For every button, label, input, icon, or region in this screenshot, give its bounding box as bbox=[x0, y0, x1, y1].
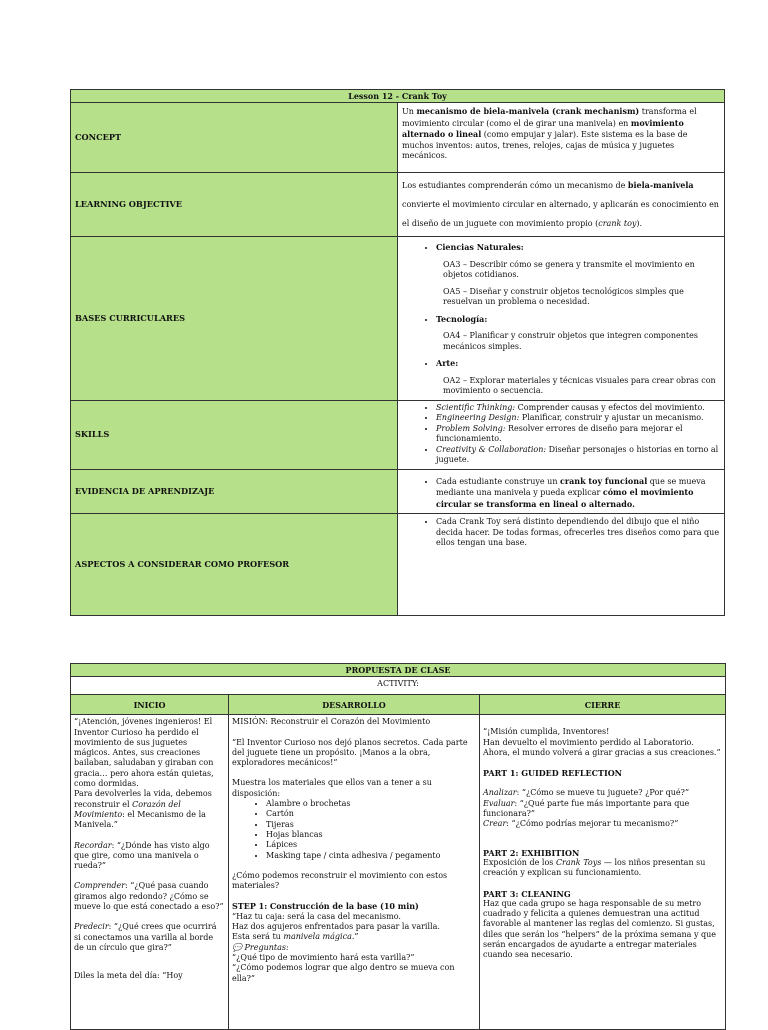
bases-item: OA2 – Explorar materiales y técnicas visuales para crear obras con movimiento o secuencia. bbox=[443, 375, 716, 395]
desarrollo-header: DESARROLLO bbox=[229, 695, 480, 715]
desarrollo-content: MISIÓN: Reconstruir el Corazón del Movimiento “El Inventor Curioso nos dejó planos secretos. Cada parte del juguete tiene un propósito. ¡Manos a la obra, exploradores mecánicos!” Muestra los materiales que ellos van a tener a su disposición: • Alambre o brochetas • Cartón • Tijeras • Hojas blancas • Lápices • Masking tape / cinta adhesiva / pegamento ¿Cómo podemos reconstruir el movimiento con estos materiales? STEP 1: Construcción de la base (10 min) “Haz tu caja: será la casa del mecanismo. Haz dos agujeros enfrentados para pasar la varilla. Esta será tu manivela mágica.” 💬 Preguntas: “¿Qué tipo de movimiento hará esta varilla?” “¿Cómo podemos lograr que algo dentro se mueva con ella?” bbox=[229, 715, 480, 1030]
bases-label: BASES CURRICULARES bbox=[71, 237, 398, 401]
material-item: • Masking tape / cinta adhesiva / pegamento bbox=[266, 851, 476, 861]
skill-item: • Problem Solving: Resolver errores de diseño para mejorar el funcionamiento. bbox=[436, 424, 720, 445]
material-item: • Hojas blancas bbox=[266, 830, 476, 840]
skills-content bbox=[398, 400, 725, 469]
bases-item: OA5 – Diseñar y construir objetos tecnológicos simples que resuelvan un problema o necesidad. bbox=[443, 286, 684, 306]
proposal-table bbox=[70, 663, 726, 1030]
bases-item: OA4 – Planificar y construir objetos que integren componentes mecánicos simples. bbox=[443, 331, 698, 351]
lesson-table bbox=[70, 89, 725, 616]
bases-item: OA3 – Describir cómo se genera y transmite el movimiento en objetos cotidianos. bbox=[443, 259, 695, 279]
concept-text: Un mecanismo de biela-manivela (crank mechanism) transforma el movimiento circular (como el de girar una manivela) en movimiento alternado o lineal (como empujar y jalar). Este sistema es la base de muchos inventos: autos, trenes, relojes, cajas de música y juguetes mecánicos. bbox=[398, 103, 725, 173]
skills-label: SKILLS bbox=[71, 400, 398, 469]
skill-item: • Engineering Design: Planificar, construir y ajustar un mecanismo. bbox=[436, 413, 720, 424]
teacher-label: ASPECTOS A CONSIDERAR COMO PROFESOR bbox=[71, 514, 398, 616]
skill-item: • Scientific Thinking: Comprender causas y efectos del movimiento. bbox=[436, 403, 720, 414]
evidence-content: • Cada estudiante construye un crank toy funcional que se mueva mediante una manivela y pueda explicar cómo el movimiento circular se transforma en lineal o alternado. bbox=[398, 469, 725, 514]
inicio-content: “¡Atención, jóvenes ingenieros! El Inventor Curioso ha perdido el movimiento de sus juguetes mágicos. Antes, sus creaciones bailaban, saludaban y giraban con gracia… pero ahora están quietas, como dormidas. Para devolverles la vida, debemos reconstruir el Corazón del Movimiento: el Mecanismo de la Manivela.” Recordar: “¿Dónde has visto algo que gire, como una manivela o rueda?” Comprender: “¿Qué pasa cuando giramos algo redondo? ¿Cómo se mueve lo que está conectado a eso?” Predecir: “¿Qué crees que ocurrirá si conectamos una varilla al borde de un círculo que gira?” Diles la meta del día: “Hoy bbox=[71, 715, 229, 1030]
material-item: • Cartón bbox=[266, 809, 476, 819]
inicio-header: INICIO bbox=[71, 695, 229, 715]
material-item: • Tijeras bbox=[266, 820, 476, 830]
proposal-title: PROPUESTA DE CLASE bbox=[71, 664, 726, 677]
activity-label: ACTIVITY: bbox=[71, 677, 726, 695]
cierre-content: “¡Misión cumplida, Inventores! Han devuelto el movimiento perdido al Laboratorio. Ahora, el mundo volverá a girar gracias a sus creaciones.” PART 1: GUIDED REFLECTION Analizar: “¿Cómo se mueve tu juguete? ¿Por qué?” Evaluar: “¿Qué parte fue más importante para que funcionara?” Crear: “¿Cómo podrías mejorar tu mecanismo?” PART 2: EXHIBITION Exposición de los Crank Toys — los niños presentan su creación y explican su funcionamiento. PART 3: CLEANING Haz que cada grupo se haga responsable de su metro cuadrado y felicita a quienes demuestran una actitud favorable al mantener las reglas del comienzo. Si gustas, diles que serán los “helpers” de la próxima semana y que serán encargados de ayudarte a entregar materiales cuando sea necesario. bbox=[480, 715, 726, 1030]
bases-area: Tecnología: bbox=[436, 313, 488, 324]
teacher-content: • Cada Crank Toy será distinto dependiendo del dibujo que el niño decida hacer. De todas formas, ofrecerles tres diseños como para que ellos tengan una base. bbox=[398, 514, 725, 616]
bases-area: Ciencias Naturales: bbox=[436, 242, 524, 252]
objective-label: LEARNING OBJECTIVE bbox=[71, 173, 398, 237]
lesson-title: Lesson 12 - Crank Toy bbox=[71, 90, 725, 103]
concept-label: CONCEPT bbox=[71, 103, 398, 173]
skill-item: • Creativity & Collaboration: Diseñar personajes o historias en torno al juguete. bbox=[436, 445, 720, 466]
bases-area: Arte: bbox=[436, 358, 459, 368]
material-item: • Lápices bbox=[266, 840, 476, 850]
objective-text: Los estudiantes comprenderán cómo un mecanismo de biela-manivela convierte el movimiento circular en alternado, y aplicarán es conocimiento en el diseño de un juguete con movimiento propio (crank toy). bbox=[398, 173, 725, 237]
material-item: • Alambre o brochetas bbox=[266, 799, 476, 809]
materials-list bbox=[232, 799, 476, 861]
evidence-label: EVIDENCIA DE APRENDIZAJE bbox=[71, 469, 398, 514]
cierre-header: CIERRE bbox=[480, 695, 726, 715]
bases-content bbox=[398, 237, 725, 401]
